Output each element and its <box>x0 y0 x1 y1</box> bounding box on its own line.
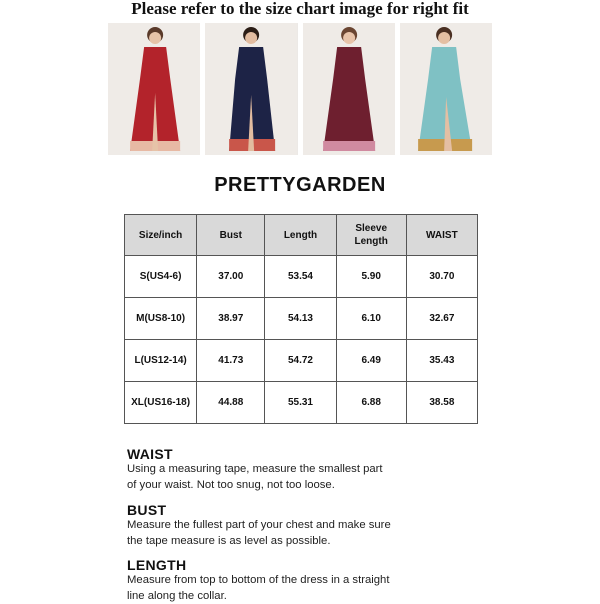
cell-waist: 35.43 <box>406 340 477 382</box>
size-chart-table <box>124 214 478 424</box>
cell-length: 55.31 <box>265 382 336 424</box>
header-size: Size/inch <box>125 215 197 256</box>
red-floral-wrap-dress-photo <box>108 23 200 155</box>
cell-size: S(US4-6) <box>125 256 197 298</box>
bust-guide-line-2: the tape measure is as level as possible. <box>127 534 427 550</box>
cell-length: 54.13 <box>265 298 336 340</box>
waist-guide-line-1: Using a measuring tape, measure the smallest part <box>127 462 427 478</box>
header-sleeve-length: Sleeve Length <box>336 215 406 256</box>
waist-guide-line-2: of your waist. Not too snug, not too loose. <box>127 478 427 494</box>
header-bust: Bust <box>197 215 265 256</box>
burgundy-floral-wrap-dress-photo <box>303 23 395 155</box>
bust-guide-title: BUST <box>127 502 427 518</box>
cell-length: 53.54 <box>265 256 336 298</box>
cell-bust: 41.73 <box>197 340 265 382</box>
length-guide-title: LENGTH <box>127 557 427 573</box>
cell-waist: 30.70 <box>406 256 477 298</box>
cell-sleeve-length: 5.90 <box>336 256 406 298</box>
length-guide-line-1: Measure from top to bottom of the dress in a straight <box>127 573 427 589</box>
size-chart-headline: Please refer to the size chart image for right fit <box>0 0 600 18</box>
header-length: Length <box>265 215 336 256</box>
waist-guide <box>127 446 427 493</box>
cell-sleeve-length: 6.49 <box>336 340 406 382</box>
table-row <box>125 382 478 424</box>
teal-floral-wrap-dress-photo <box>400 23 492 155</box>
length-guide <box>127 557 427 604</box>
cell-length: 54.72 <box>265 340 336 382</box>
dress-photo-strip <box>108 23 492 155</box>
dress-photo-2 <box>205 23 297 155</box>
cell-sleeve-length: 6.88 <box>336 382 406 424</box>
bust-guide-line-1: Measure the fullest part of your chest and make sure <box>127 518 427 534</box>
cell-size: M(US8-10) <box>125 298 197 340</box>
header-waist: WAIST <box>406 215 477 256</box>
cell-bust: 37.00 <box>197 256 265 298</box>
brand-name: PRETTYGARDEN <box>0 174 600 197</box>
dress-photo-4 <box>400 23 492 155</box>
navy-floral-wrap-dress-photo <box>205 23 297 155</box>
dress-photo-1 <box>108 23 200 155</box>
cell-waist: 38.58 <box>406 382 477 424</box>
length-guide-line-2: line along the collar. <box>127 589 427 604</box>
waist-guide-title: WAIST <box>127 446 427 462</box>
table-header-row <box>125 215 478 256</box>
table-row <box>125 298 478 340</box>
cell-size: XL(US16-18) <box>125 382 197 424</box>
cell-size: L(US12-14) <box>125 340 197 382</box>
cell-waist: 32.67 <box>406 298 477 340</box>
table-row <box>125 340 478 382</box>
cell-bust: 38.97 <box>197 298 265 340</box>
table-row <box>125 256 478 298</box>
cell-bust: 44.88 <box>197 382 265 424</box>
bust-guide <box>127 502 427 549</box>
dress-photo-3 <box>303 23 395 155</box>
cell-sleeve-length: 6.10 <box>336 298 406 340</box>
